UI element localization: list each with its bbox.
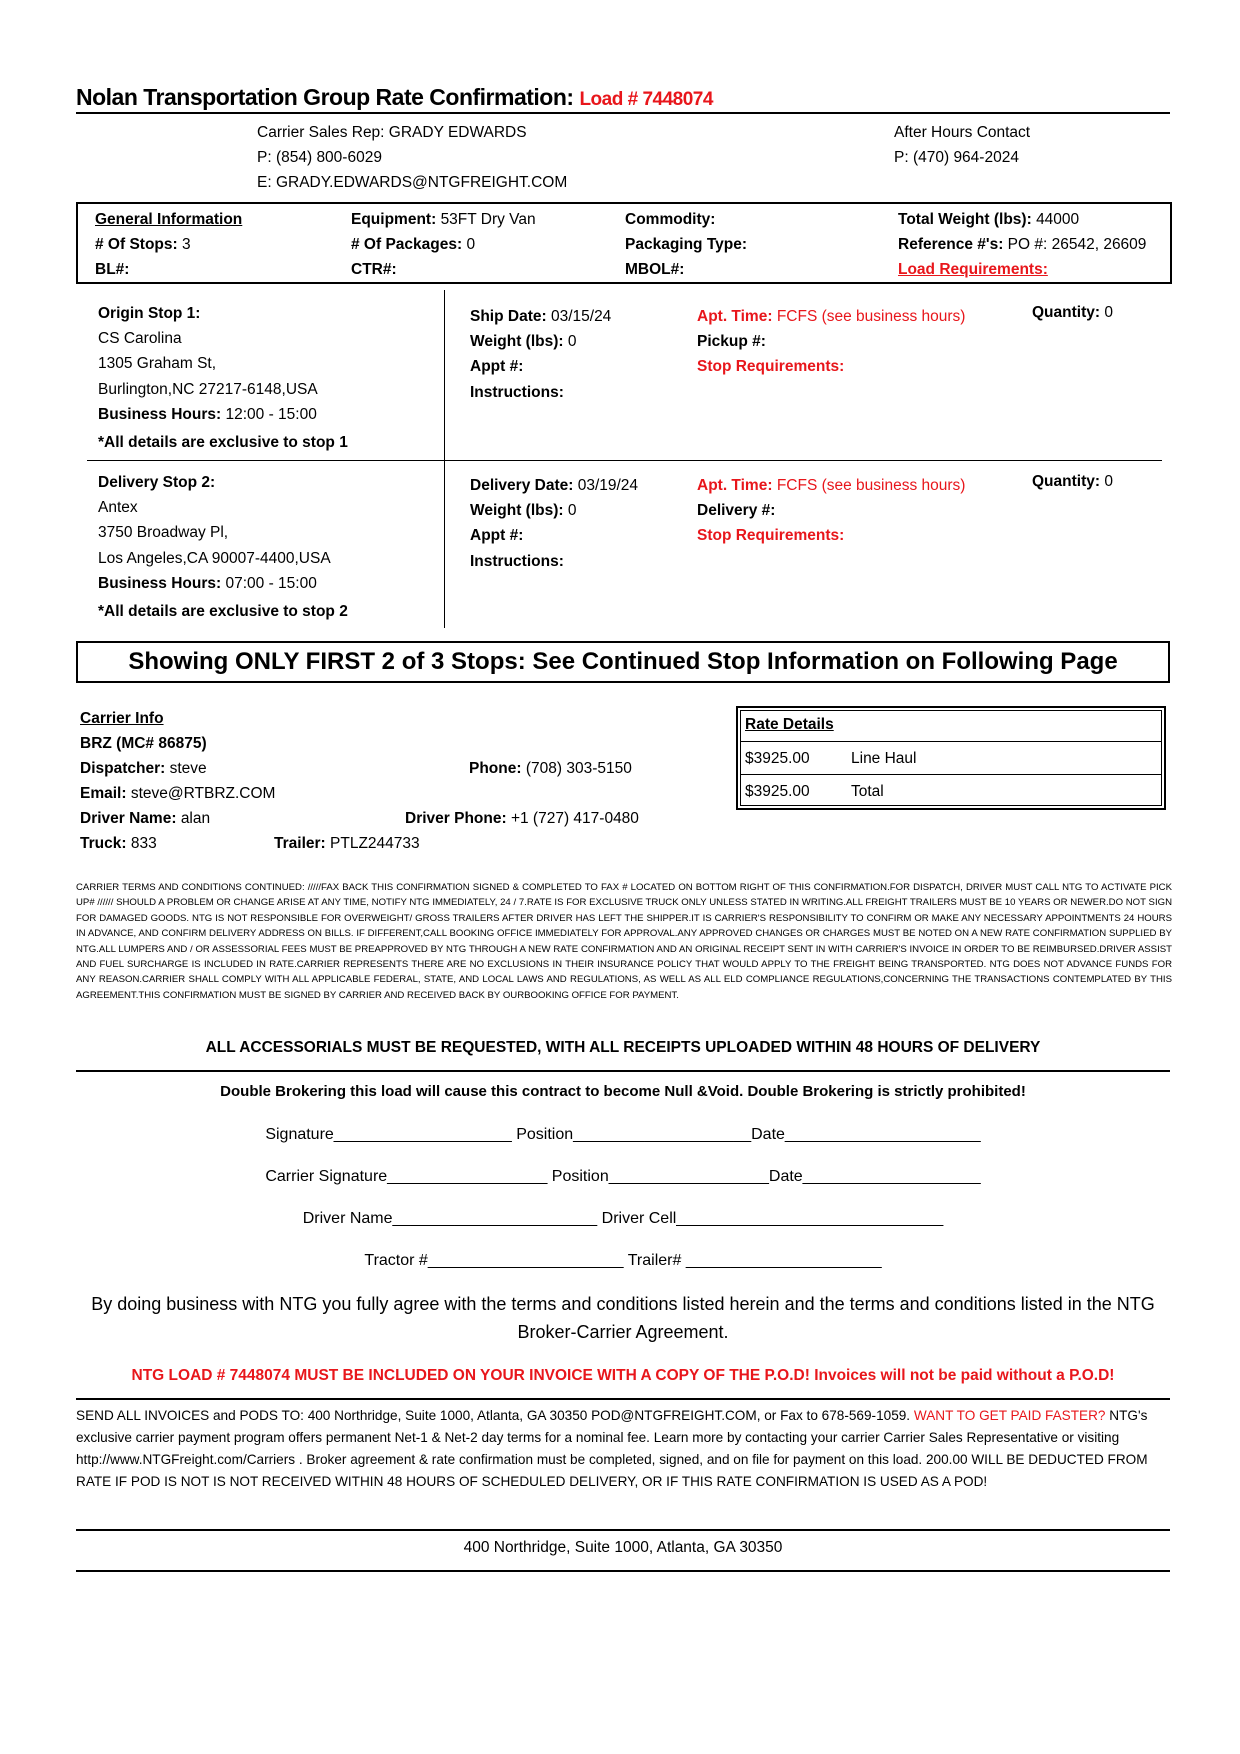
load-requirements-link: Load Requirements: <box>898 261 1048 278</box>
delivery-stop-right <box>697 473 965 549</box>
stop-business-hours: Business Hours: 07:00 - 15:00 <box>98 574 317 592</box>
driver-name-line[interactable]: Driver Name_______________________ Driver Cell______________________________ <box>302 1210 944 1227</box>
footer-divider-bottom <box>76 1570 1170 1572</box>
apt-time-field: Apt. Time: FCFS (see business hours) <box>697 308 966 325</box>
stops-continued-banner: Showing ONLY FIRST 2 of 3 Stops: See Continued Stop Information on Following Page <box>76 641 1170 683</box>
stop-exclusive-note: *All details are exclusive to stop 2 <box>98 603 348 621</box>
stop-address-line2: Los Angeles,CA 90007-4400,USA <box>98 549 331 567</box>
pod-notice: NTG LOAD # 7448074 MUST BE INCLUDED ON YOUR INVOICE WITH A COPY OF THE P.O.D! Invoices will not be paid without a P.O.D! <box>131 1367 1115 1384</box>
bl-field: BL#: <box>95 261 130 278</box>
rate-row-amount: $3925.00 <box>745 750 810 767</box>
footer-address: 400 Northridge, Suite 1000, Atlanta, GA 30350 <box>463 1539 783 1556</box>
commodity-field: Commodity: <box>625 211 716 228</box>
stop-address-line1: 3750 Broadway Pl, <box>98 524 229 542</box>
rate-heading-divider <box>740 741 1162 742</box>
paid-faster-highlight: WANT TO GET PAID FASTER? <box>913 1408 1106 1423</box>
load-number: Load # 7448074 <box>579 89 713 110</box>
carrier-info-heading: Carrier Info <box>80 710 164 727</box>
general-info-heading: General Information <box>95 211 243 228</box>
stop-heading: Delivery Stop 2: <box>98 474 216 491</box>
stop-appt-field: Appt #: <box>470 358 524 376</box>
signature-line[interactable]: Signature____________________ Position____________________Date______________________ <box>265 1126 981 1143</box>
after-hours-phone: P: (470) 964-2024 <box>894 149 1019 166</box>
stop-quantity-field: Quantity: 0 <box>1032 473 1113 490</box>
total-weight-field: Total Weight (lbs): 44000 <box>898 211 1080 228</box>
stop-business-hours: Business Hours: 12:00 - 15:00 <box>98 405 317 423</box>
carrier-name: BRZ (MC# 86875) <box>80 735 207 752</box>
origin-stop-left <box>98 301 348 455</box>
apt-time-field: Apt. Time: FCFS (see business hours) <box>697 477 966 494</box>
delivery-date-field: Delivery Date: 03/19/24 <box>470 477 639 494</box>
pod-divider <box>76 1398 1170 1400</box>
rate-row-amount: $3925.00 <box>745 783 810 800</box>
sales-rep-email: E: GRADY.EDWARDS@NTGFREIGHT.COM <box>257 174 568 191</box>
agreement-text: By doing business with NTG you fully agree with the terms and conditions listed herein and the terms and conditions listed in the NTG Broker-Carrier Agreement. <box>91 1294 1155 1342</box>
stop-company: Antex <box>98 499 138 517</box>
delivery-stop-middle <box>470 473 638 574</box>
accessorials-notice: ALL ACCESSORIALS MUST BE REQUESTED, WITH ALL RECEIPTS UPLOADED WITHIN 48 HOURS OF DELIVERY <box>205 1039 1041 1056</box>
stop-weight-field: Weight (lbs): 0 <box>470 502 577 520</box>
rate-row-label: Total <box>851 783 884 800</box>
trailer-field: Trailer: PTLZ244733 <box>274 835 420 852</box>
double-brokering-notice: Double Brokering this load will cause this contract to become Null &Void. Double Brokering is strictly prohibited! <box>220 1083 1026 1100</box>
sales-rep-phone: P: (854) 800-6029 <box>257 149 382 166</box>
stop-heading: Origin Stop 1: <box>98 305 201 322</box>
footer-divider-top <box>76 1529 1170 1531</box>
equipment-field: Equipment: 53FT Dry Van <box>351 211 536 228</box>
stop-instructions-field: Instructions: <box>470 383 564 401</box>
carrier-signature-line[interactable]: Carrier Signature__________________ Position__________________Date____________________ <box>265 1168 981 1185</box>
origin-stop-right <box>697 304 965 380</box>
stop-weight-field: Weight (lbs): 0 <box>470 333 577 351</box>
ctr-field: CTR#: <box>351 261 397 278</box>
origin-stop-middle <box>470 304 611 405</box>
dispatcher-field: Dispatcher: steve <box>80 760 207 777</box>
stop-exclusive-note: *All details are exclusive to stop 1 <box>98 434 348 452</box>
driver-phone-field: Driver Phone: +1 (727) 417-0480 <box>405 810 639 827</box>
delivery-number-field: Delivery #: <box>697 502 776 520</box>
truck-field: Truck: 833 <box>80 835 157 852</box>
packaging-field: Packaging Type: <box>625 236 748 253</box>
title-text: Nolan Transportation Group Rate Confirmation: <box>76 84 574 110</box>
stops-count: # Of Stops: 3 <box>95 236 191 253</box>
stop-quantity-field: Quantity: 0 <box>1032 304 1113 321</box>
sales-rep-name: Carrier Sales Rep: GRADY EDWARDS <box>257 124 527 141</box>
stops-horizontal-divider <box>87 460 1162 461</box>
mbol-field: MBOL#: <box>625 261 685 278</box>
stop-requirements-field: Stop Requirements: <box>697 527 845 545</box>
page-title <box>76 84 713 111</box>
after-hours-label: After Hours Contact <box>894 124 1031 141</box>
sales-rep-block <box>257 120 567 195</box>
rate-details-heading: Rate Details <box>745 716 834 733</box>
ship-date-field: Ship Date: 03/15/24 <box>470 308 612 325</box>
stop-company: CS Carolina <box>98 330 182 348</box>
rate-row-label: Line Haul <box>851 750 917 767</box>
stop-appt-field: Appt #: <box>470 527 524 545</box>
accessorials-divider <box>76 1070 1170 1072</box>
send-invoices-text: SEND ALL INVOICES and PODS TO: 400 Northridge, Suite 1000, Atlanta, GA 30350 POD@NTGFREIGHT.COM, or Fax to 678-569-1059. WANT TO GET PAID FASTER? NTG's exclusive carrier payment program offers permanent Net-1 & Net-2 day terms for a nominal fee. Learn more by contacting your carrier Carrier Sales Representative or visiting http://www.NTGFreight.com/Carriers . Broker agreement & rate confirmation must be completed, signed, and on file for payment on this load. 200.00 WILL BE DEDUCTED FROM RATE IF POD IS NOT IS NOT RECEIVED WITHIN 48 HOURS OF SCHEDULED DELIVERY, OR IF THIS RATE CONFIRMATION IS USED AS A POD! <box>76 1408 1148 1489</box>
delivery-stop-left <box>98 470 348 624</box>
title-divider <box>76 112 1170 114</box>
packages-field: # Of Packages: 0 <box>351 236 476 253</box>
stop-instructions-field: Instructions: <box>470 552 564 570</box>
reference-field: Reference #'s: PO #: 26542, 26609 <box>898 236 1147 253</box>
stop-address-line1: 1305 Graham St, <box>98 355 217 373</box>
tractor-trailer-line[interactable]: Tractor #______________________ Trailer# ______________________ <box>364 1252 882 1269</box>
stop-requirements-field: Stop Requirements: <box>697 358 845 376</box>
pickup-number-field: Pickup #: <box>697 333 766 351</box>
carrier-terms-text: CARRIER TERMS AND CONDITIONS CONTINUED: /////FAX BACK THIS CONFIRMATION SIGNED & COMPLETED TO FAX # LOCATED ON BOTTOM RIGHT OF THIS CONFIRMATION.FOR DISPATCH, DRIVER MUST CALL NTG TO ACTIVATE PICK UP# ////// SHOULD A PROBLEM OR CHANGE ARISE AT ANY TIME, NOTIFY NTG IMMEDIATELY, 24 / 7.RATE IS FOR EXCLUSIVE TRUCK ONLY UNLESS STATED IN WRITING.ALL FREIGHT TRAILERS MUST BE 10 YEARS OR NEWER.DO NOT SIGN FOR DAMAGED GOODS. NTG IS NOT RESPONSIBLE FOR OVERWEIGHT/ GROSS TRAILERS AFTER DRIVER HAS LEFT THE SHIPPER.IT IS CARRIER'S RESPONSIBILITY TO CONFIRM OR MAKE ANY NECESSARY APPOINTMENTS 24 HOURS IN ADVANCE, AND CONFIRM DELIVERY ADDRESS ON BILLS. IF DIFFERENT,CALL BOOKING OFFICE IMMEDIATELY FOR APPROVAL.ANY APPROVED CHANGES OR CHARGES MUST BE NOTED ON A NEW RATE CONFIRMATION SUPPLIED BY NTG.ALL LUMPERS AND / OR ASSESSORIAL FEES MUST BE PREAPPROVED BY NTG THROUGH A NEW RATE CONFIRMATION AND AN ORIGINAL RECEIPT SENT IN WITH CARRIER'S INVOICE IN ORDER TO BE REIMBURSED.DRIVER ASSIST AND FUEL SURCHARGE IS INCLUDED IN RATE.CARRIER REPRESENTS THERE ARE NO EXCLUSIONS IN THEIR INSURANCE POLICY THAT WOULD APPLY TO THE FREIGHT BEING TRANSPORTED. NTG DOES NOT ADVANCE FUNDS FOR ANY REASON.CARRIER SHALL COMPLY WITH ALL APPLICABLE FEDERAL, STATE, AND LOCAL LAWS AND REGULATIONS, AS WELL AS ALL ELD COMPLIANCE REGULATIONS,CONCERNING THE TRANSACTIONS CONTEMPLATED BY THIS AGREEMENT.THIS CONFIRMATION MUST BE SIGNED BY CARRIER AND RECEIVED BACK BY OURBOOKING OFFICE FOR PAYMENT. <box>76 882 1172 1001</box>
driver-name-field: Driver Name: alan <box>80 810 211 827</box>
after-hours-block <box>894 120 1030 170</box>
carrier-phone-field: Phone: (708) 303-5150 <box>469 760 632 777</box>
stop-address-line2: Burlington,NC 27217-6148,USA <box>98 380 318 398</box>
rate-row-divider <box>740 774 1162 775</box>
carrier-email-field: Email: steve@RTBRZ.COM <box>80 785 276 802</box>
stops-vertical-divider <box>444 290 445 628</box>
